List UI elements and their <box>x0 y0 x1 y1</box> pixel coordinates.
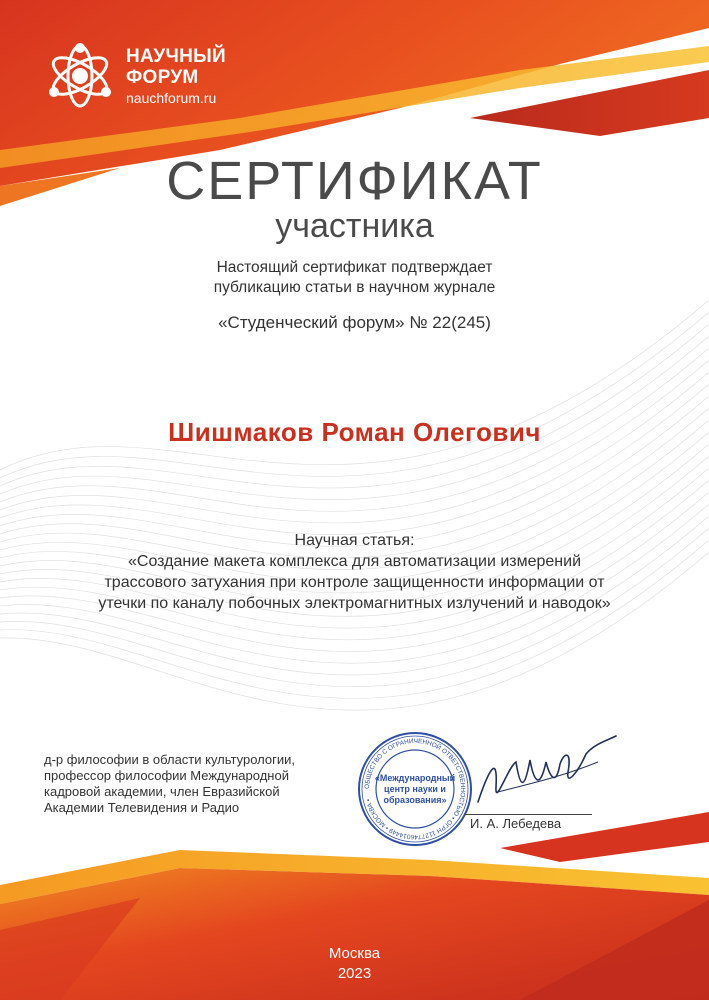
article-title-line-3: утечки по каналу побочных электромагнитных излучений и наводок» <box>98 595 611 612</box>
handwritten-signature <box>468 732 618 822</box>
logo-title-line2: ФОРУМ <box>126 67 199 88</box>
certificate-subtitle: участника <box>275 207 434 245</box>
signer-line-3: кадровой академии, член Евразийской <box>44 784 280 799</box>
article-title-line-1: «Создание макета комплекса для автоматизации измерений <box>127 553 582 570</box>
stamp-center-line-3: образования» <box>383 795 447 805</box>
confirmation-line-2: публикацию статьи в научном журнале <box>213 279 496 296</box>
issue-year: 2023 <box>337 965 372 982</box>
signer-line-2: профессор философии Международной <box>44 768 289 783</box>
article-block <box>0 530 709 614</box>
confirmation-text <box>0 258 709 298</box>
signature-line <box>464 814 592 815</box>
logo-url[interactable]: nauchforum.ru <box>126 90 217 106</box>
issue-city: Москва <box>328 945 381 962</box>
signer-line-1: д-р философии в области культурологии, <box>44 752 295 767</box>
logo-title-line1: НАУЧНЫЙ <box>126 46 226 67</box>
atom-people-logo-icon <box>44 40 116 110</box>
confirmation-line-1: Настоящий сертификат подтверждает <box>216 259 493 276</box>
stamp-ring-text: ОБЩЕСТВО С ОГРАНИЧЕННОЙ ОТВЕТСТВЕННОСТЬЮ • ОГРН 1127746014449 • МОСКВА • <box>363 737 467 841</box>
article-label: Научная статья: <box>294 532 415 549</box>
signer-credentials <box>44 752 364 816</box>
article-title-line-2: трассового затухания при контроле защищенности информации от <box>104 574 605 591</box>
signer-line-4: Академии Телевидения и Радио <box>44 800 240 815</box>
journal-name: «Студенческий форум» № 22(245) <box>218 313 491 332</box>
wave-lines <box>0 300 709 710</box>
signer-name: И. А. Лебедева <box>470 816 562 831</box>
certificate-title: СЕРТИФИКАТ <box>166 151 543 211</box>
official-stamp <box>356 730 474 848</box>
stamp-center-line-1: «Международный <box>374 773 456 783</box>
recipient-name: Шишмаков Роман Олегович <box>168 417 541 447</box>
nauchforum-logo[interactable] <box>44 40 244 110</box>
stamp-center-line-2: центр науки и <box>384 784 446 794</box>
